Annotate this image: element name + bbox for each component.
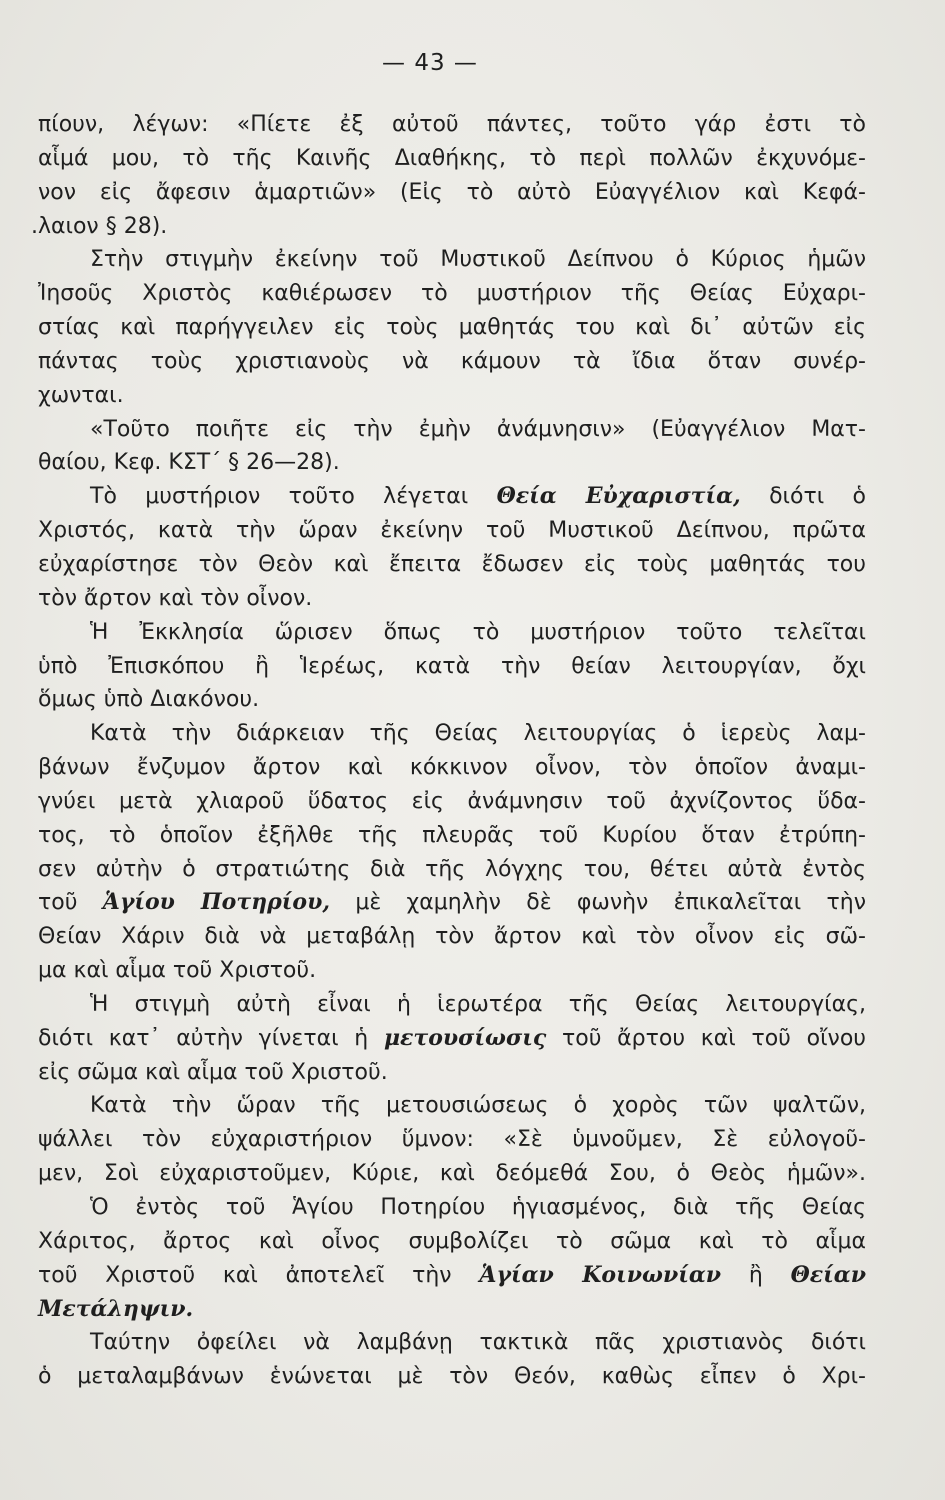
text-line: Κατὰ τὴν διάρκειαν τῆς Θείας λειτουργίας ὁ ἱερεὺς λαμ- (90, 721, 866, 747)
emphasis-term: Ἁγίου Ποτηρίου, (102, 889, 331, 916)
text-line: ψάλλει τὸν εὐχαριστήριον ὕμνον: «Σὲ ὑμνοῦμεν, Σὲ εὐλογοῦ- (38, 1127, 866, 1153)
emphasis-term: Θεία Εὐχαριστία, (496, 483, 741, 510)
text-run: μὲ χαμηλὴν δὲ φωνὴν ἐπικαλεῖται τὴν (355, 890, 867, 916)
text-line: τὸν ἄρτον καὶ τὸν οἶνον. (38, 585, 313, 611)
text-line: Χριστός, κατὰ τὴν ὥραν ἐκείνην τοῦ Μυστικοῦ Δείπνου, πρῶτα (38, 518, 866, 544)
text-line (38, 1022, 866, 1056)
page-number: — 43 — (382, 50, 478, 76)
text-line: .λαιον § 28). (31, 213, 168, 239)
text-line: ὁ μεταλαμβάνων ἑνώνεται μὲ τὸν Θεόν, καθὼς εἶπεν ὁ Χρι- (38, 1364, 866, 1390)
text-run: διότι κατ᾽ αὐτὴν γίνεται ἡ (38, 1025, 369, 1051)
text-line: νον εἰς ἄφεσιν ἁμαρτιῶν» (Εἰς τὸ αὐτὸ Εὐαγγέλιον καὶ Κεφά- (38, 179, 866, 205)
text-line: Χάριτος, ἄρτος καὶ οἶνος συμβολίζει τὸ σῶμα καὶ τὸ αἷμα (38, 1228, 866, 1254)
emphasis-term: Μετάληψιν. (38, 1295, 194, 1322)
text-line: «Τοῦτο ποιῆτε εἰς τὴν ἐμὴν ἀνάμνησιν» (Εὐαγγέλιον Ματ- (90, 416, 866, 442)
text-line: πίουν, λέγων: «Πίετε ἐξ αὐτοῦ πάντες, τοῦτο γάρ ἐστι τὸ (38, 112, 866, 137)
text-line: Ἰησοῦς Χριστὸς καθιέρωσεν τὸ μυστήριον τῆς Θείας Εὐχαρι- (38, 281, 866, 307)
text-line: εἰς σῶμα καὶ αἷμα τοῦ Χριστοῦ. (38, 1059, 388, 1085)
text-line: γνύει μετὰ χλιαροῦ ὕδατος εἰς ἀνάμνησιν τοῦ ἀχνίζοντος ὕδα- (38, 788, 866, 814)
text-line: πάντας τοὺς χριστιανοὺς νὰ κάμουν τὰ ἴδια ὅταν συνέρ- (38, 348, 866, 374)
text-line: Θείαν Χάριν διὰ νὰ μεταβάλῃ τὸν ἄρτον καὶ τὸν οἶνον εἰς σῶ- (38, 924, 866, 950)
text-line: Ἡ στιγμὴ αὐτὴ εἶναι ἡ ἱερωτέρα τῆς Θείας λειτουργίας, (90, 991, 866, 1017)
text-line: σεν αὐτὴν ὁ στρατιώτης διὰ τῆς λόγχης του, θέτει αὐτὰ ἐντὸς (38, 856, 866, 882)
text-run: τοῦ ἄρτου καὶ τοῦ οἴνου (562, 1025, 867, 1051)
text-line: μεν, Σοὶ εὐχαριστοῦμεν, Κύριε, καὶ δεόμεθά Σου, ὁ Θεὸς ἡμῶν». (38, 1161, 866, 1187)
text-run: ἢ (748, 1262, 763, 1288)
emphasis-term: Ἁγίαν Κοινωνίαν (479, 1261, 722, 1288)
text-line: χωνται. (38, 382, 124, 408)
text-line: θαίου, Κεφ. ΚΣΤ΄ § 26—28). (38, 450, 340, 476)
text-line (38, 1293, 866, 1327)
text-line: Ὁ ἐντὸς τοῦ Ἁγίου Ποτηρίου ἡγιασμένος, διὰ τῆς Θείας (90, 1195, 866, 1220)
text-line: ὅμως ὑπὸ Διακόνου. (38, 687, 260, 713)
text-run: διότι ὁ (769, 484, 866, 510)
text-run: τοῦ (38, 890, 78, 916)
text-line: εὐχαρίστησε τὸν Θεὸν καὶ ἔπειτα ἔδωσεν εἰς τοὺς μαθητάς του (38, 551, 866, 577)
emphasis-term: μετουσίωσις (383, 1024, 547, 1051)
emphasis-term: Θείαν (790, 1261, 867, 1288)
text-line: Ἡ Ἐκκλησία ὥρισεν ὅπως τὸ μυστήριον τοῦτο τελεῖται (90, 619, 866, 645)
text-line (38, 480, 866, 514)
text-line: ὑπὸ Ἐπισκόπου ἢ Ἱερέως, κατὰ τὴν θείαν λειτουργίαν, ὄχι (38, 653, 866, 679)
text-line: Κατὰ τὴν ὥραν τῆς μετουσιώσεως ὁ χορὸς τῶν ψαλτῶν, (90, 1093, 866, 1119)
text-run: τοῦ Χριστοῦ καὶ ἀποτελεῖ τὴν (38, 1262, 452, 1288)
text-line (38, 886, 866, 920)
text-line: τος, τὸ ὁποῖον ἐξῆλθε τῆς πλευρᾶς τοῦ Κυρίου ὅταν ἐτρύπη- (38, 822, 866, 848)
text-run: Τὸ μυστήριον τοῦτο λέγεται (90, 484, 469, 510)
text-line: Στὴν στιγμὴν ἐκείνην τοῦ Μυστικοῦ Δείπνου ὁ Κύριος ἡμῶν (90, 247, 866, 273)
text-line: στίας καὶ παρήγγειλεν εἰς τοὺς μαθητάς του καὶ δι᾽ αὐτῶν εἰς (38, 315, 866, 341)
text-line: βάνων ἔνζυμον ἄρτον καὶ κόκκινον οἶνον, τὸν ὁποῖον ἀναμι- (38, 755, 866, 781)
text-line: Ταύτην ὀφείλει νὰ λαμβάνῃ τακτικὰ πᾶς χριστιανὸς διότι (90, 1330, 866, 1356)
text-line: μα καὶ αἷμα τοῦ Χριστοῦ. (38, 958, 317, 984)
body-text (31, 108, 867, 1394)
text-line (38, 1259, 866, 1293)
text-line: αἷμά μου, τὸ τῆς Καινῆς Διαθήκης, τὸ περὶ πολλῶν ἐκχυνόμε- (38, 145, 866, 171)
